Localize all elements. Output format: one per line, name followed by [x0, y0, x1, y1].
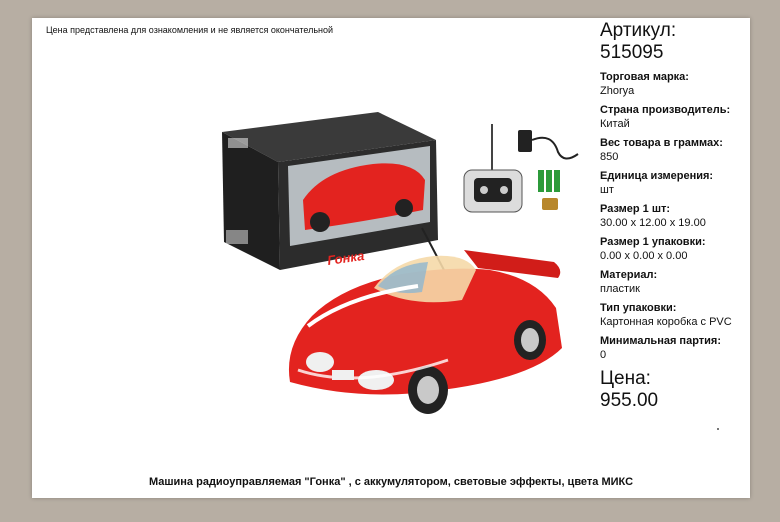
- property-key: Минимальная партия:: [600, 335, 721, 347]
- property-value: Zhorya: [600, 85, 635, 97]
- product-info: [600, 20, 750, 412]
- product-title: Машина радиоуправляемая "Гонка" , с аккумулятором, световые эффекты, цвета МИКС: [148, 476, 634, 488]
- toy-car: [289, 247, 562, 414]
- property-key: Торговая марка:: [600, 71, 689, 83]
- property-country: [600, 103, 750, 132]
- property-weight: [600, 136, 750, 165]
- property-value: 30.00 x 12.00 x 19.00: [600, 217, 706, 229]
- property-package-type: [600, 301, 750, 330]
- toy-box: [222, 112, 438, 270]
- property-value: Китай: [600, 118, 630, 130]
- property-value: 0.00 x 0.00 x 0.00: [600, 250, 688, 262]
- property-unit: [600, 169, 750, 198]
- remote-control: [464, 124, 522, 212]
- batteries: [538, 170, 560, 210]
- property-key: Единица измерения:: [600, 170, 714, 182]
- property-key: Страна производитель:: [600, 104, 731, 116]
- property-key: Материал:: [600, 269, 658, 281]
- property-value: шт: [600, 184, 614, 196]
- property-material: [600, 268, 750, 297]
- property-key: Тип упаковки:: [600, 302, 677, 314]
- box-brand-text: Гонка: [326, 247, 366, 268]
- property-brand: [600, 70, 750, 99]
- property-min-order: [600, 334, 750, 363]
- charger: [518, 130, 578, 159]
- property-size-package: [600, 235, 750, 264]
- article-label: Артикул:: [600, 20, 677, 41]
- product-photo: [208, 100, 580, 420]
- article-value: 515095: [600, 42, 664, 63]
- property-value: Картонная коробка с PVC: [600, 316, 732, 328]
- divider-dot: [717, 428, 719, 430]
- property-key: Размер 1 шт:: [600, 203, 671, 215]
- property-value: пластик: [600, 283, 640, 295]
- property-key: Размер 1 упаковки:: [600, 236, 706, 248]
- price-disclaimer: Цена представлена для ознакомления и не является окончательной: [46, 25, 334, 35]
- property-key: Вес товара в граммах:: [600, 137, 723, 149]
- price-label: Цена:: [600, 368, 651, 389]
- price-value: 955.00: [600, 390, 659, 411]
- property-value: 0: [600, 349, 607, 361]
- property-value: 850: [600, 151, 619, 163]
- property-size-item: [600, 202, 750, 231]
